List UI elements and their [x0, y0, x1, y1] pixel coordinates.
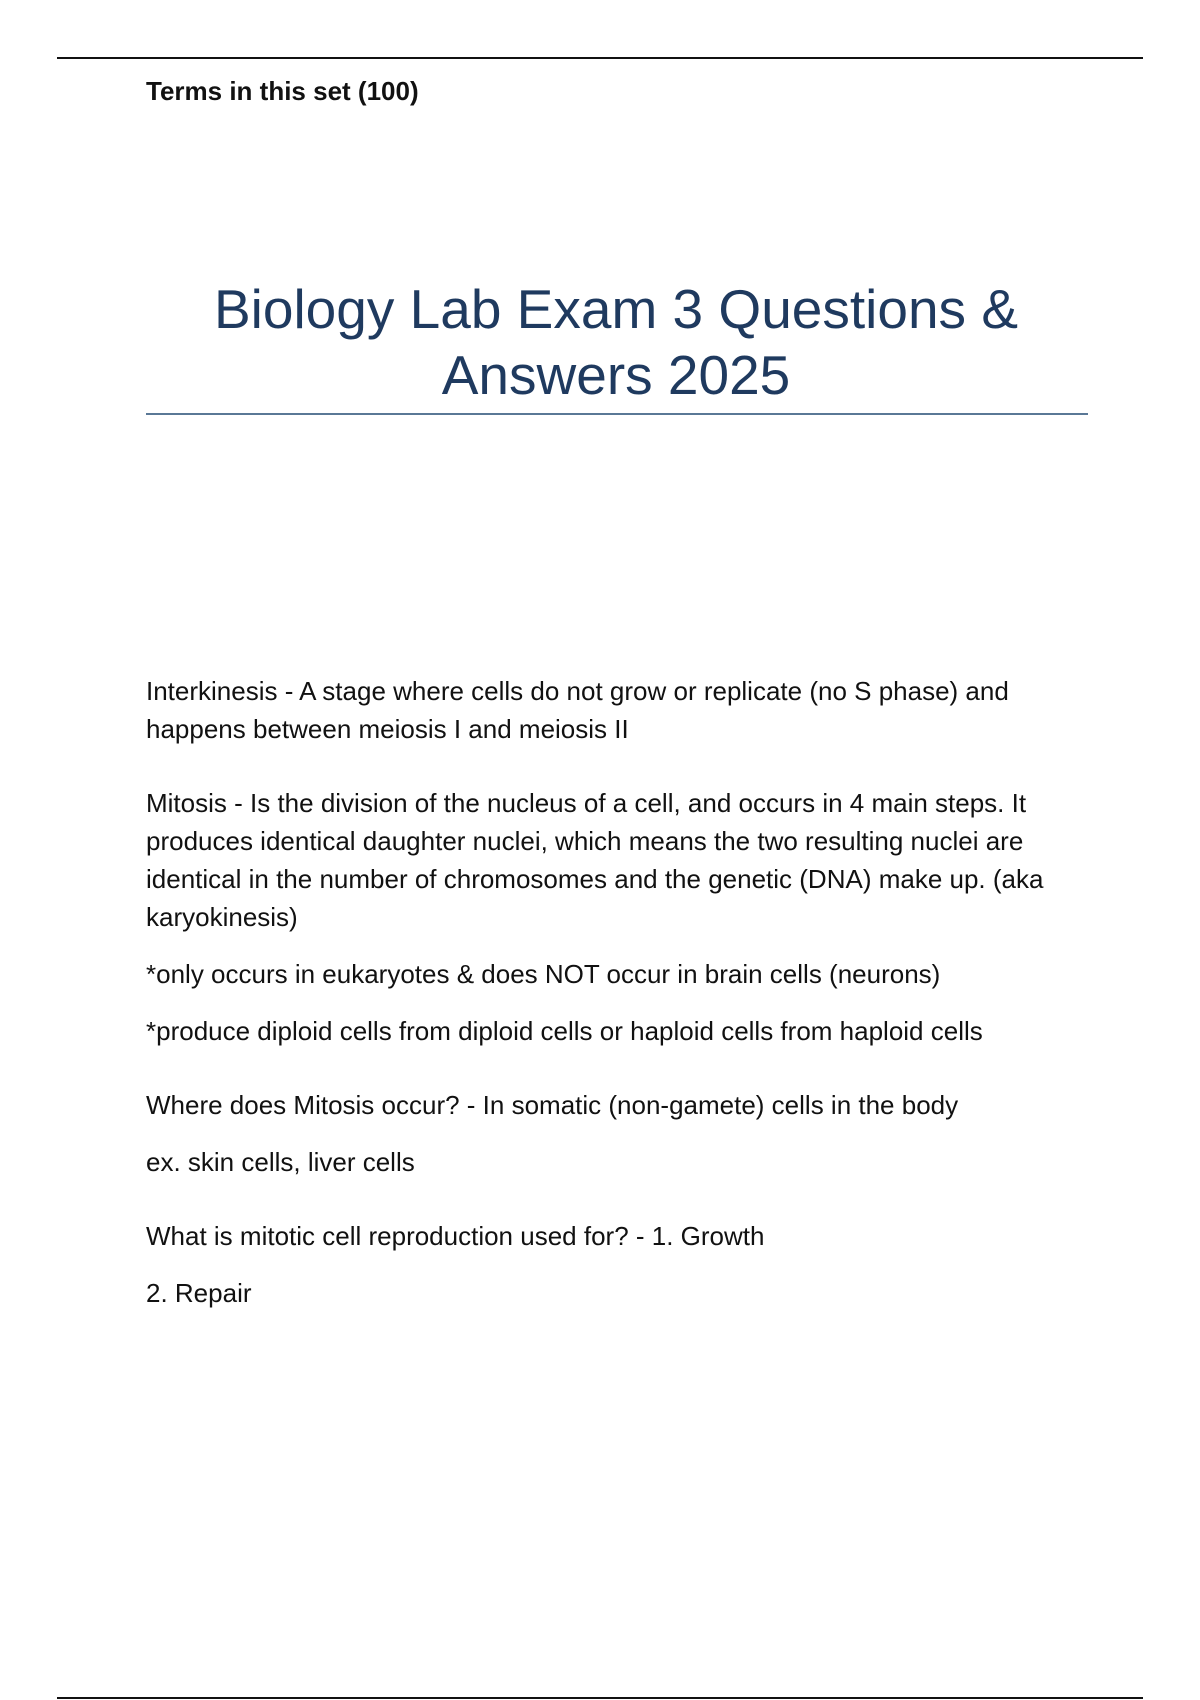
term-note: ex. skin cells, liver cells — [146, 1147, 415, 1177]
document-title: Biology Lab Exam 3 Questions & Answers 2025 — [213, 278, 1019, 406]
term-item-mitotic-uses — [146, 1217, 1096, 1312]
term-text: Mitosis - Is the division of the nucleus of a cell, and occurs in 4 main steps. It produces identical daughter nuclei, which means the two resulting nuclei are identical in the number of chromosomes and the genetic (DNA) make up. (aka karyokinesis) — [146, 788, 1044, 932]
term-note: 2. Repair — [146, 1278, 252, 1308]
bottom-divider — [57, 1697, 1143, 1699]
term-text: What is mitotic cell reproduction used for? - 1. Growth — [146, 1221, 765, 1251]
terms-list — [146, 672, 1096, 1348]
term-text: Interkinesis - A stage where cells do not grow or replicate (no S phase) and happens between meiosis I and meiosis II — [146, 676, 1009, 744]
terms-count-label: Terms in this set (100) — [146, 76, 419, 106]
term-note: *produce diploid cells from diploid cells or haploid cells from haploid cells — [146, 1016, 983, 1046]
term-item-mitosis — [146, 784, 1096, 1050]
title-underline — [146, 413, 1088, 415]
term-text: Where does Mitosis occur? - In somatic (non-gamete) cells in the body — [146, 1090, 959, 1120]
top-divider — [57, 57, 1143, 59]
term-note: *only occurs in eukaryotes & does NOT occur in brain cells (neurons) — [146, 959, 941, 989]
term-item-mitosis-location — [146, 1086, 1096, 1181]
term-item-interkinesis — [146, 672, 1096, 748]
